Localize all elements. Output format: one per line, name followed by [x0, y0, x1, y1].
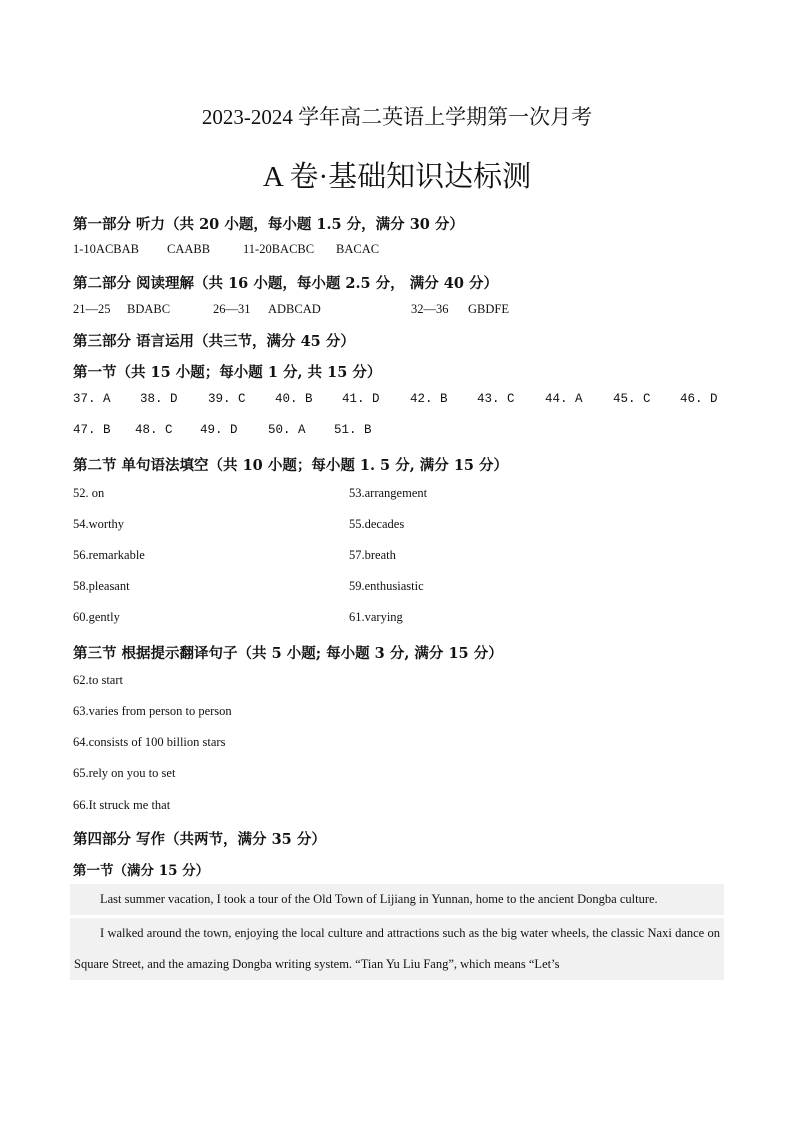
- grammar-answer: 60.gently: [73, 610, 120, 624]
- grammar-answer: 55.decades: [349, 517, 405, 531]
- grammar-answer: 61.varying: [349, 610, 403, 624]
- grammar-answer: 58.pleasant: [73, 579, 130, 593]
- reading-range-1: 21—25: [73, 302, 111, 316]
- part2-heading: 第二部分 阅读理解（共 16 小题，每小题 2.5 分， 满分 40 分）: [73, 275, 498, 292]
- grammar-answer: 52. on: [73, 486, 105, 500]
- listening-answers-3: 11-20BACBC: [243, 242, 315, 256]
- grammar-answer: 57.breath: [349, 548, 396, 562]
- reading-answers-3: GBDFE: [468, 302, 509, 316]
- grammar-answer: 54.worthy: [73, 517, 125, 531]
- part1-heading: 第一部分 听力（共 20 小题，每小题 1.5 分，满分 30 分）: [73, 216, 464, 233]
- cloze-answer: 50. A: [268, 423, 306, 437]
- document-title: 2023-2024 学年高二英语上学期第一次月考: [201, 105, 593, 129]
- translation-answer: 64.consists of 100 billion stars: [73, 735, 226, 749]
- essay-paragraph: Last summer vacation, I took a tour of the Old Town of Lijiang in Yunnan, home to the ancient Dongba culture.: [100, 892, 658, 906]
- grammar-answer: 56.remarkable: [73, 548, 145, 562]
- cloze-answer: 51. B: [334, 423, 372, 437]
- cloze-answer: 42. B: [410, 392, 448, 406]
- cloze-answer: 37. A: [73, 392, 111, 406]
- part4-heading: 第四部分 写作（共两节，满分 35 分）: [73, 831, 326, 848]
- cloze-answer: 48. C: [135, 423, 173, 437]
- listening-answers-2: CAABB: [167, 242, 211, 256]
- cloze-answer: 40. B: [275, 392, 313, 406]
- cloze-answer: 43. C: [477, 392, 515, 406]
- cloze-answer: 39. C: [208, 392, 246, 406]
- translation-answer: 63.varies from person to person: [73, 704, 232, 718]
- cloze-answer: 38. D: [140, 392, 178, 406]
- listening-answers-1: 1-10ACBAB: [73, 242, 139, 256]
- cloze-answer: 46. D: [680, 392, 718, 406]
- grammar-answer: 53.arrangement: [349, 486, 428, 500]
- reading-range-2: 26—31: [213, 302, 251, 316]
- cloze-answer: 45. C: [613, 392, 651, 406]
- reading-answers-1: BDABC: [127, 302, 171, 316]
- translation-answer: 65.rely on you to set: [73, 766, 176, 780]
- reading-range-3: 32—36: [411, 302, 449, 316]
- cloze-answer: 41. D: [342, 392, 380, 406]
- part3-section1-heading: 第一节（共 15 小题；每小题 1 分, 共 15 分）: [73, 364, 382, 381]
- part3-section3-heading: 第三节 根据提示翻译句子（共 5 小题; 每小题 3 分, 满分 15 分）: [73, 645, 503, 662]
- cloze-answer: 49. D: [200, 423, 238, 437]
- listening-answers-4: BACAC: [336, 242, 380, 256]
- essay-paragraph: I walked around the town, enjoying the local culture and attractions such as the big water wheels, the classic Naxi dance on Square Street, and the amazing Dongba writing system. “Tian Yu Liu Fang”, which means “Let’s: [74, 926, 720, 971]
- sample-essay: [70, 884, 724, 980]
- part3-section2-heading: 第二节 单句语法填空（共 10 小题；每小题 1. 5 分, 满分 15 分）: [73, 457, 509, 474]
- cloze-answer: 44. A: [545, 392, 583, 406]
- reading-answers-2: ADBCAD: [268, 302, 321, 316]
- translation-answer: 62.to start: [73, 673, 123, 687]
- part4-section1-heading: 第一节（满分 15 分）: [73, 863, 210, 879]
- translation-answer: 66.It struck me that: [73, 798, 171, 812]
- document-subtitle: A 卷·基础知识达标测: [262, 161, 532, 193]
- cloze-answer: 47. B: [73, 423, 111, 437]
- part3-heading: 第三部分 语言运用（共三节，满分 45 分）: [73, 333, 355, 350]
- grammar-answer: 59.enthusiastic: [349, 579, 424, 593]
